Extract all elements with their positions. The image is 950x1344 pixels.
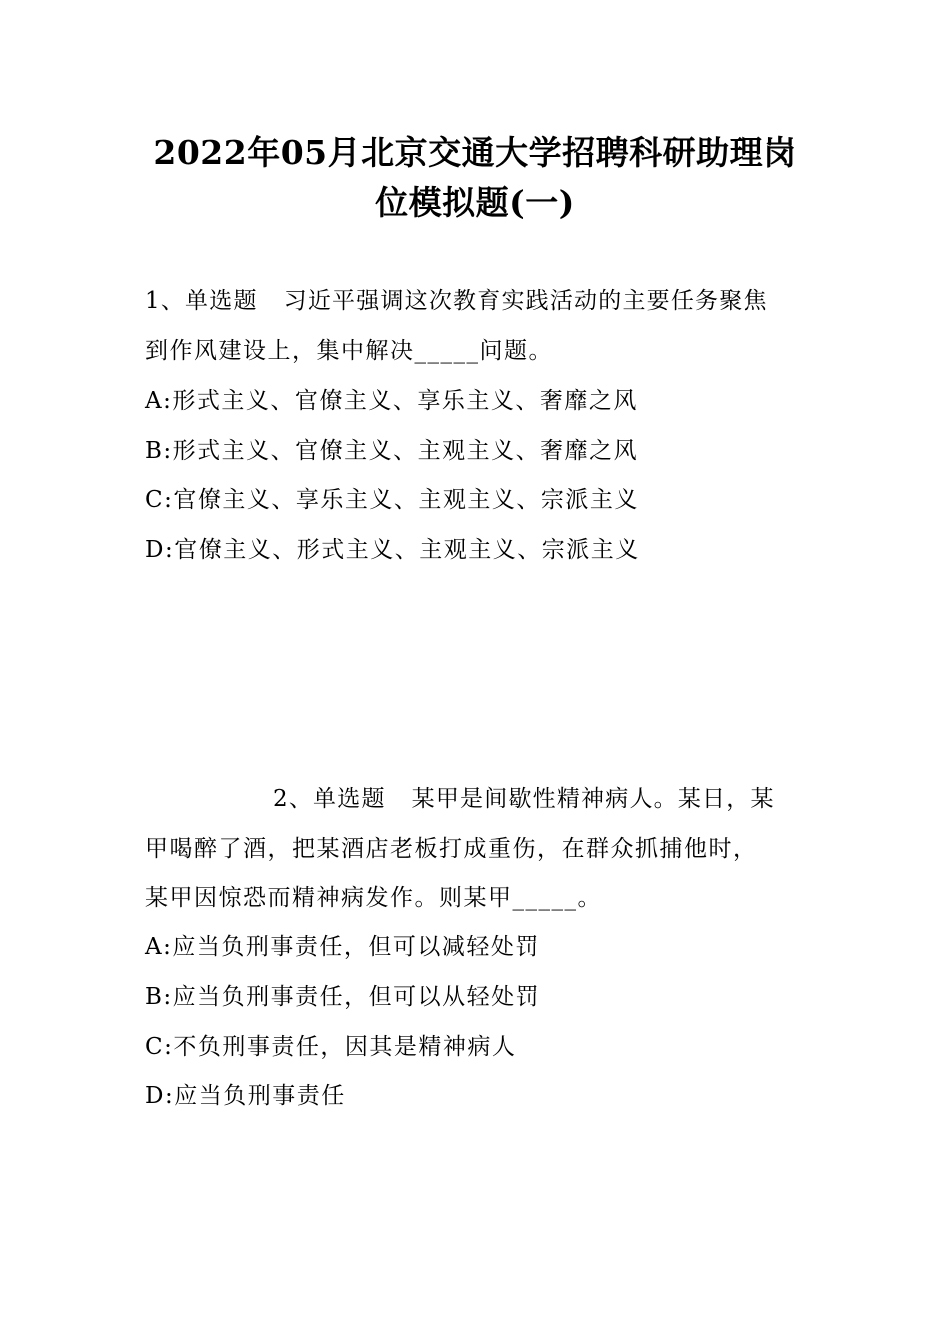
question-1-stem-line-2: 到作风建设上，集中解决_____问题。: [145, 338, 553, 364]
question-2-type: 单选题: [313, 786, 386, 812]
option-text: 形式主义、官僚主义、主观主义、奢靡之风: [172, 438, 639, 464]
option-text: 官僚主义、形式主义、主观主义、宗派主义: [174, 537, 640, 563]
question-1-option-c: [145, 485, 639, 515]
option-text: 形式主义、官僚主义、享乐主义、奢靡之风: [172, 388, 638, 414]
option-label: B:: [145, 438, 173, 464]
title-line-2: 位模拟题(一): [375, 183, 575, 222]
question-2-stem-line-1: 某甲是间歇性精神病人。某日，某: [411, 786, 775, 812]
option-label: C:: [145, 487, 174, 513]
question-1-option-d: [145, 535, 640, 565]
question-2-header: [145, 784, 775, 814]
option-text: 官僚主义、享乐主义、主观主义、宗派主义: [173, 487, 639, 513]
question-2-number: 2、: [273, 786, 314, 812]
question-1-option-b: [145, 436, 638, 466]
question-1-option-a: [145, 386, 638, 416]
question-1-header: [145, 286, 768, 316]
option-label: D:: [145, 1083, 175, 1109]
option-text: 应当负刑事责任，但可以减轻处罚: [172, 934, 540, 960]
question-2-stem-line-2: 甲喝醉了酒，把某酒店老板打成重伤，在群众抓捕他时，: [145, 836, 758, 862]
option-label: A:: [145, 934, 173, 960]
question-2-option-b: [145, 982, 540, 1012]
document-title: [120, 128, 830, 228]
option-text: 不负刑事责任，因其是精神病人: [173, 1034, 517, 1060]
option-label: C:: [145, 1034, 174, 1060]
question-1-number: 1、: [145, 288, 186, 314]
question-2-option-a: [145, 932, 540, 962]
option-label: A:: [145, 388, 173, 414]
option-text: 应当负刑事责任，但可以从轻处罚: [172, 984, 541, 1010]
option-text: 应当负刑事责任: [174, 1083, 346, 1109]
option-label: B:: [145, 984, 173, 1010]
option-label: D:: [145, 537, 175, 563]
question-1-type: 单选题: [185, 288, 258, 314]
question-2-option-c: [145, 1032, 516, 1062]
question-1-stem-line-1: 习近平强调这次教育实践活动的主要任务聚焦: [283, 288, 768, 314]
question-2-option-d: [145, 1081, 346, 1111]
title-line-1: 2022年05月北京交通大学招聘科研助理岗: [153, 133, 797, 172]
question-2-stem-line-3: 某甲因惊恐而精神病发作。则某甲_____。: [145, 885, 602, 911]
